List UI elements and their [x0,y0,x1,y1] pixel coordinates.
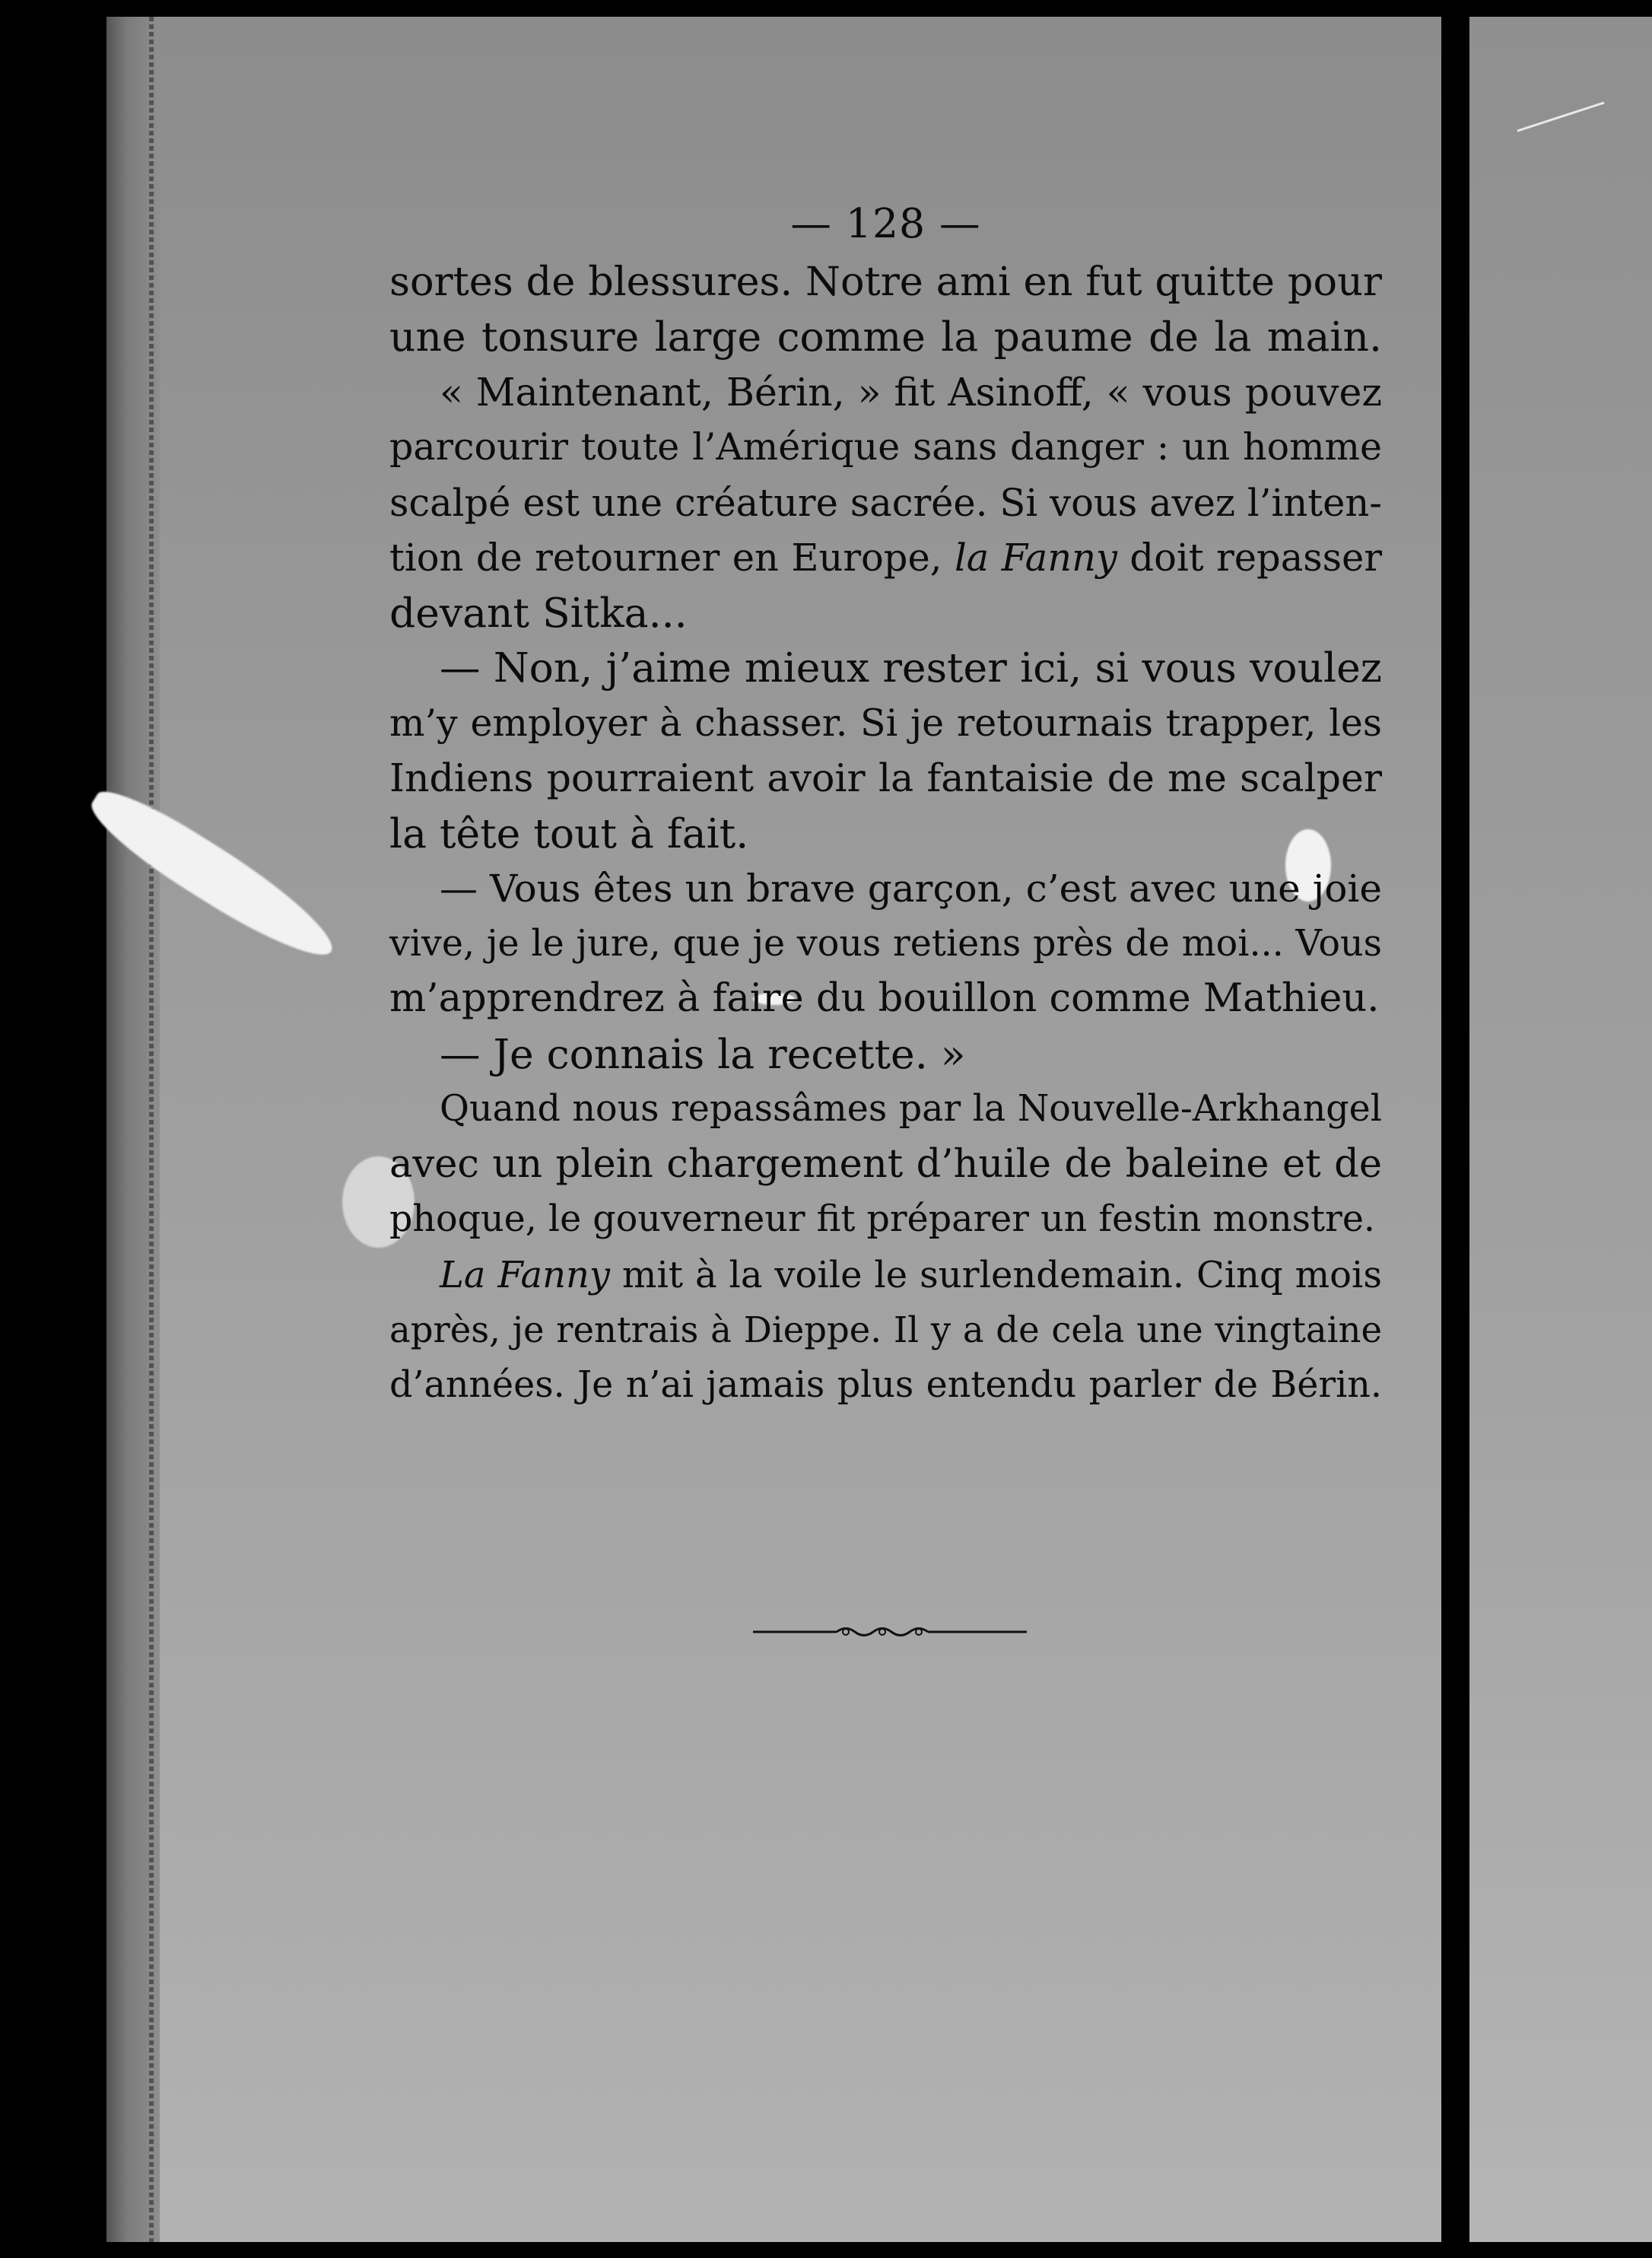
adjacent-page-fragment [1469,17,1652,2242]
text-line: après, je rentrais à Dieppe. Il y a de cela une vingtaine [389,1309,1382,1350]
text-line: m’y employer à chasser. Si je retournais trapper, les [389,701,1382,745]
page-number: — 128 — [790,199,981,247]
text-line: sortes de blessures. Notre ami en fut quitte pour [389,258,1382,305]
text-line: vive, je le jure, que je vous retiens près de moi... Vous [389,922,1382,965]
page-binding-edge [149,17,154,2242]
text-line: avec un plein chargement d’huile de baleine et de [389,1141,1382,1187]
text-segment: doit repasser [1117,536,1382,580]
page-text-block [389,196,1382,1413]
text-line: parcourir toute l’Amérique sans danger : un homme [389,425,1382,469]
text-line: devant Sitka... [389,588,688,637]
text-line: Quand nous repassâmes par la Nouvelle-Arkhangel [440,1088,1382,1130]
text-line: « Maintenant, Bérin, » fit Asinoff, « vous pouvez [440,369,1382,415]
text-line: scalpé est une créature sacrée. Si vous avez l’inten- [389,480,1382,525]
italic-title: La Fanny [440,1253,611,1296]
adjacent-page-mark [1517,102,1604,132]
text-segment: mit à la voile le surlendemain. Cinq mois [610,1253,1382,1296]
text-line: — Je connais la recette. » [440,1029,966,1078]
text-line: — Non, j’aime mieux rester ici, si vous voulez [440,644,1382,692]
italic-title: la Fanny [954,536,1117,580]
text-line: Indiens pourraient avoir la fantaisie de me scalper [389,755,1382,800]
end-ornament-divider [753,1620,1027,1643]
text-line [389,530,1382,586]
text-line: m’apprendrez à faire du bouillon comme Mathieu. [389,976,1380,1021]
text-line: — Vous êtes un brave garçon, c’est avec une joie [440,867,1382,911]
text-line: d’années. Je n’ai jamais plus entendu parler de Bérin. [389,1363,1382,1406]
text-line: une tonsure large comme la paume de la main. [389,313,1382,361]
text-line: phoque, le gouverneur fit préparer un festin monstre. [389,1198,1376,1240]
text-line [389,1248,1382,1303]
text-segment: tion de retourner en Europe, [389,536,955,580]
text-line: la tête tout à fait. [389,809,749,857]
text-lines [389,255,1382,1414]
